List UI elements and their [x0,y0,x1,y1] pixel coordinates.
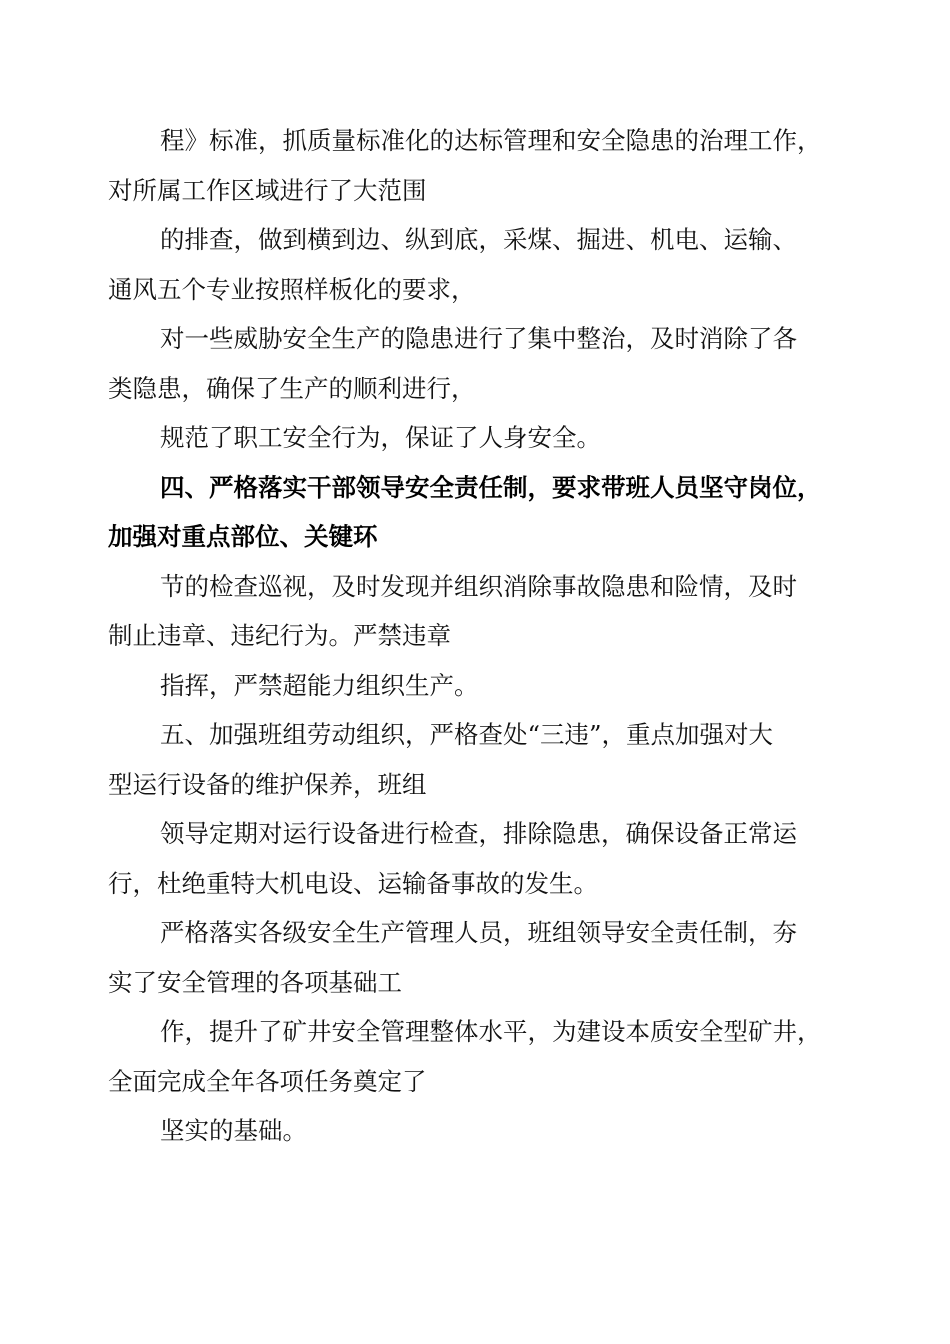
paragraph-line: 对所属工作区域进行了大范围 [108,175,427,205]
paragraph-4 [108,413,838,463]
paragraph-line: 行，杜绝重特大机电设、运输备事故的发生。 [108,868,598,898]
paragraph-1 [108,116,838,215]
paragraph-line: 坚实的基础。 [160,1116,307,1145]
heading-line: 四、严格落实干部领导安全责任制，要求带班人员坚守岗位， [160,472,822,502]
paragraph-3 [108,314,838,413]
section-heading-4 [108,463,838,562]
paragraph-line: 全面完成全年各项任务奠定了 [108,1066,427,1096]
paragraph-line: 指挥，严禁超能力组织生产。 [160,670,479,700]
paragraph-line: 通风五个专业按照样板化的要求， [108,274,476,304]
paragraph-line: 程》标准，抓质量标准化的达标管理和安全隐患的治理工作， [160,126,822,155]
paragraph-line: 五、加强班组劳动组织，严格查处“三违”，重点加强对大 [160,720,774,749]
paragraph-9 [108,809,838,908]
document-body [108,116,838,1156]
paragraph-line: 的排查，做到横到边、纵到底，采煤、掘进、机电、运输、 [160,225,797,254]
paragraph-line: 严格落实各级安全生产管理人员，班组领导安全责任制，夯 [160,918,797,947]
paragraph-8 [108,710,838,809]
paragraph-line: 作，提升了矿井安全管理整体水平，为建设本质安全型矿井， [160,1017,822,1046]
paragraph-2 [108,215,838,314]
paragraph-line: 对一些威胁安全生产的隐患进行了集中整治，及时消除了各 [160,324,797,353]
paragraph-line: 类隐患，确保了生产的顺利进行， [108,373,476,403]
paragraph-line: 规范了职工安全行为，保证了人身安全。 [160,423,601,452]
paragraph-12 [108,1106,838,1156]
paragraph-line: 实了安全管理的各项基础工 [108,967,402,997]
paragraph-7 [108,661,838,711]
heading-line: 加强对重点部位、关键环 [108,522,378,551]
paragraph-line: 领导定期对运行设备进行检查，排除隐患，确保设备正常运 [160,819,797,848]
paragraph-11 [108,1007,838,1106]
paragraph-line: 制止违章、违纪行为。严禁违章 [108,621,451,650]
paragraph-10 [108,908,838,1007]
paragraph-line: 节的检查巡视，及时发现并组织消除事故隐患和险情，及时 [160,571,797,601]
paragraph-6 [108,562,838,661]
paragraph-line: 型运行设备的维护保养，班组 [108,769,427,799]
